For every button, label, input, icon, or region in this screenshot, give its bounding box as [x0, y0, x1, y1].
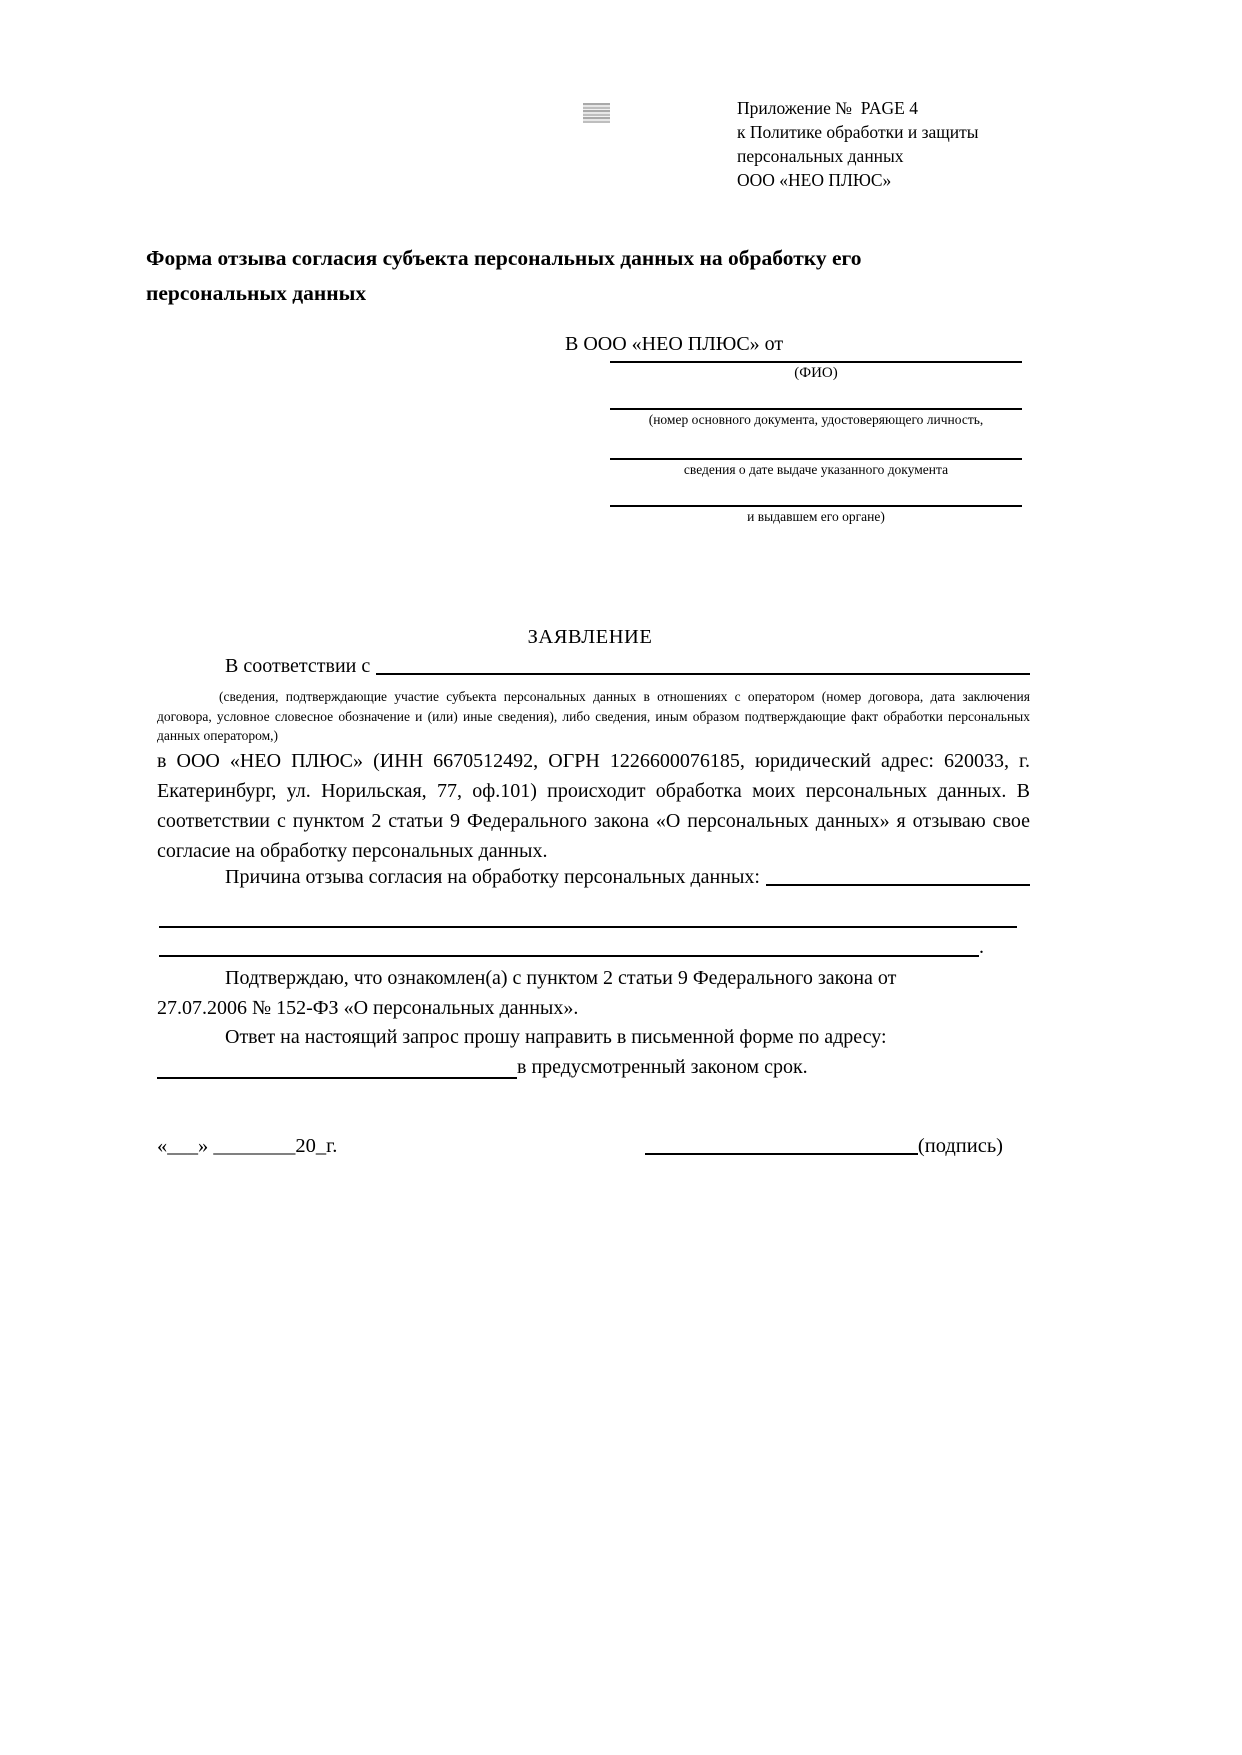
policy-reference-line-1: к Политике обработки и защиты [737, 122, 979, 142]
reply-address-line [157, 1052, 1030, 1082]
reason-label: Причина отзыва согласия на обработку персональных данных: [225, 866, 760, 888]
issuing-authority-caption: и выдавшем его органе) [747, 509, 885, 524]
intro-line [150, 655, 1030, 678]
reason-blank-line-3-rule [159, 955, 979, 957]
document-title-line-1: Форма отзыва согласия субъекта персональных данных на обработку его [146, 246, 862, 270]
addressee-line: В ООО «НЕО ПЛЮС» от [565, 333, 784, 355]
document-number-blank-field [610, 408, 1022, 428]
appendix-number-line: Приложение № PAGE 4 [737, 98, 918, 118]
statement-heading: ЗАЯВЛЕНИЕ [527, 626, 653, 648]
reply-paragraph [157, 1022, 1030, 1082]
blank-line-terminator: . [979, 936, 984, 958]
document-title-line-2: персональных данных [146, 281, 367, 305]
acknowledgement-paragraph [157, 963, 1030, 1023]
appendix-header [737, 96, 979, 192]
document-title [146, 241, 1036, 311]
document-number-caption: (номер основного документа, удостоверяющего личность, [648, 412, 984, 427]
intro-footnote: (сведения, подтверждающие участие субъекта персональных данных в отношениях с оператором (номер договора, дата заключения договора, условное словесное обозначение и (или) иные сведения), либо сведения, иным образом подтверждающие факт обработки персональных данных оператором,) [157, 689, 1030, 743]
acknowledgement-line-1: Подтверждаю, что ознакомлен(а) с пунктом 2 статьи 9 Федерального закона от [225, 967, 897, 989]
reason-line [157, 866, 1030, 889]
fio-caption: (ФИО) [794, 365, 838, 381]
issuing-authority-blank-field [610, 505, 1022, 525]
acknowledgement-line-2: 27.07.2006 № 152-ФЗ «О персональных данных». [157, 997, 579, 1019]
issue-date-blank-field [610, 458, 1022, 478]
statement-body: в ООО «НЕО ПЛЮС» (ИНН 6670512492, ОГРН 1226600076185, юридический адрес: 620033, г. Екатеринбург, ул. Норильская, 77, оф.101) происходит обработка моих персональных данных. В соответствии с пунктом 2 статьи 9 Федерального закона «О персональных данных» я отзываю свое согласие на обработку персональных данных. [157, 750, 1030, 862]
blurred-text-artifact-icon [583, 103, 610, 123]
fio-blank-field [610, 361, 1022, 382]
intro-blank-line [376, 655, 1030, 675]
issue-date-caption: сведения о дате выдаче указанного документа [683, 462, 949, 477]
signature-caption: (подпись) [917, 1135, 1003, 1157]
reason-blank-line-2 [159, 926, 1017, 928]
reply-tail-text: в предусмотренный законом срок. [517, 1056, 808, 1078]
reason-blank-line-3 [159, 935, 1030, 959]
policy-reference-line-2: персональных данных [737, 146, 904, 166]
organization-name: ООО «НЕО ПЛЮС» [737, 170, 892, 190]
intro-prefix: В соответствии с [225, 655, 371, 677]
date-signature-row [157, 1128, 1030, 1158]
reply-request-line: Ответ на настоящий запрос прошу направить в письменной форме по адресу: [225, 1026, 887, 1048]
date-blank-line: «___» ________20_г. [157, 1135, 338, 1157]
signature-blank-line [645, 1153, 918, 1155]
reason-blank-line [766, 866, 1030, 886]
reply-address-blank-line [157, 1077, 517, 1079]
